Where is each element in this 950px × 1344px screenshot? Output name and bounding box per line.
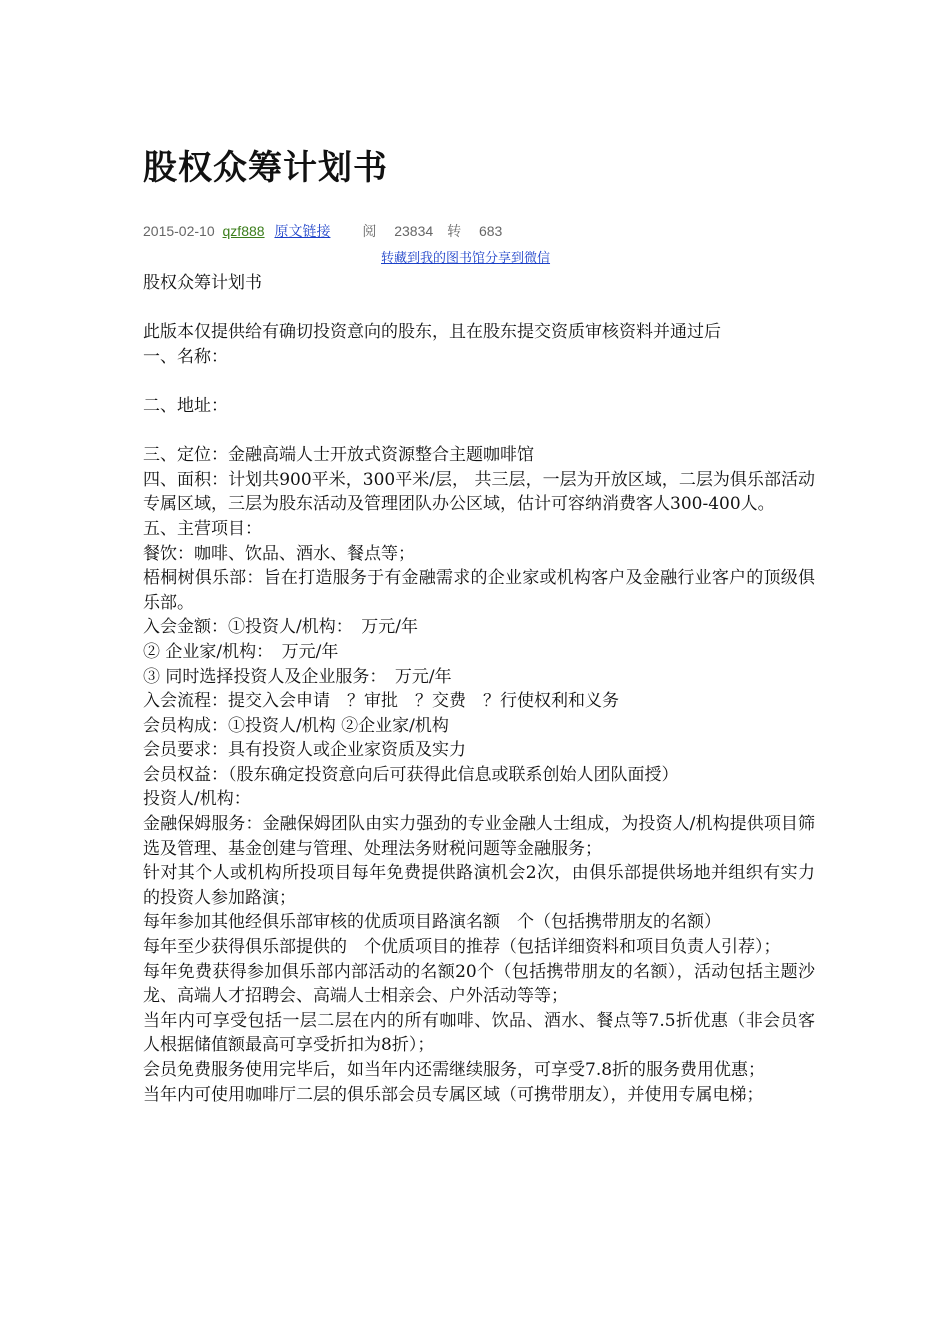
read-count: 23834 xyxy=(394,223,434,239)
article-meta xyxy=(143,221,502,241)
blank-line xyxy=(143,296,815,321)
share-links xyxy=(381,247,550,266)
article-body xyxy=(143,271,815,1107)
body-paragraph: 会员构成：①投资人/机构 ②企业家/机构 xyxy=(143,715,449,736)
body-paragraph: 金融保姆服务：金融保姆团队由实力强劲的专业金融人士组成，为投资人/机构提供项目筛选及管理、基金创建与管理、处理法务财税问题等金融服务； xyxy=(143,814,815,859)
body-paragraph: 五、主营项目： xyxy=(143,518,262,539)
body-paragraph: 此版本仅提供给有确切投资意向的股东，且在股东提交资质审核资料并通过后 xyxy=(143,322,721,343)
body-paragraph: 投资人/机构： xyxy=(143,789,251,810)
body-paragraph: 一、名称： xyxy=(143,346,228,367)
original-link[interactable]: 原文链接 xyxy=(274,223,331,239)
post-date: 2015-02-10 xyxy=(143,223,215,239)
save-to-library-link[interactable]: 转藏到我的图书馆 xyxy=(381,251,486,266)
body-paragraph: 针对其个人或机构所投项目每年免费提供路演机会2次，由俱乐部提供场地并组织有实力的投资人参加路演； xyxy=(143,863,815,908)
body-paragraph: 会员要求：具有投资人或企业家资质及实力 xyxy=(143,740,466,761)
read-label: 阅 xyxy=(362,223,377,239)
body-paragraph: ③ 同时选择投资人及企业服务： 万元/年 xyxy=(143,666,452,687)
share-wechat-link[interactable]: 分享到微信 xyxy=(485,251,551,266)
body-paragraph: 当年内可使用咖啡厅二层的俱乐部会员专属区域（可携带朋友），并使用专属电梯； xyxy=(143,1084,764,1105)
body-paragraph: 每年至少获得俱乐部提供的 个优质项目的推荐（包括详细资料和项目负责人引荐）； xyxy=(143,937,781,958)
body-paragraph: 三、定位：金融高端人士开放式资源整合主题咖啡馆 xyxy=(143,445,534,466)
body-paragraph: 股权众筹计划书 xyxy=(143,273,262,293)
repost-label: 转 xyxy=(447,223,462,239)
body-paragraph: 每年参加其他经俱乐部审核的优质项目路演名额 个（包括携带朋友的名额） xyxy=(143,912,721,933)
body-paragraph: ② 企业家/机构： 万元/年 xyxy=(143,641,339,662)
body-paragraph: 梧桐树俱乐部：旨在打造服务于有金融需求的企业家或机构客户及金融行业客户的顶级俱乐部。 xyxy=(143,568,815,613)
blank-line xyxy=(143,369,815,394)
blank-line xyxy=(143,419,815,444)
body-paragraph: 入会金额：①投资人/机构： 万元/年 xyxy=(143,617,418,638)
repost-count: 683 xyxy=(478,223,503,239)
body-paragraph: 入会流程：提交入会申请 ？审批 ？交费 ？行使权利和义务 xyxy=(143,691,619,712)
body-paragraph: 二、地址： xyxy=(143,395,228,416)
author-link[interactable]: qzf888 xyxy=(222,223,265,239)
body-paragraph: 会员权益：（股东确定投资意向后可获得此信息或联系创始人团队面授） xyxy=(143,764,679,785)
body-paragraph: 四、面积：计划共900平米，300平米/层， 共三层，一层为开放区域，二层为俱乐部活动专属区域，三层为股东活动及管理团队办公区域，估计可容纳消费客人300-400人。 xyxy=(143,469,815,515)
body-paragraph: 当年内可享受包括一层二层在内的所有咖啡、饮品、酒水、餐点等7.5折优惠（非会员客人根据储值额最高可享受折扣为8折）； xyxy=(143,1010,815,1056)
body-paragraph: 餐饮：咖啡、饮品、酒水、餐点等； xyxy=(143,543,415,564)
body-paragraph: 每年免费获得参加俱乐部内部活动的名额20个（包括携带朋友的名额），活动包括主题沙龙、高端人才招聘会、高端人士相亲会、户外活动等等； xyxy=(143,961,815,1007)
body-paragraph: 会员免费服务使用完毕后，如当年内还需继续服务，可享受7.8折的服务费用优惠； xyxy=(143,1060,766,1080)
page-title: 股权众筹计划书 xyxy=(143,148,388,188)
